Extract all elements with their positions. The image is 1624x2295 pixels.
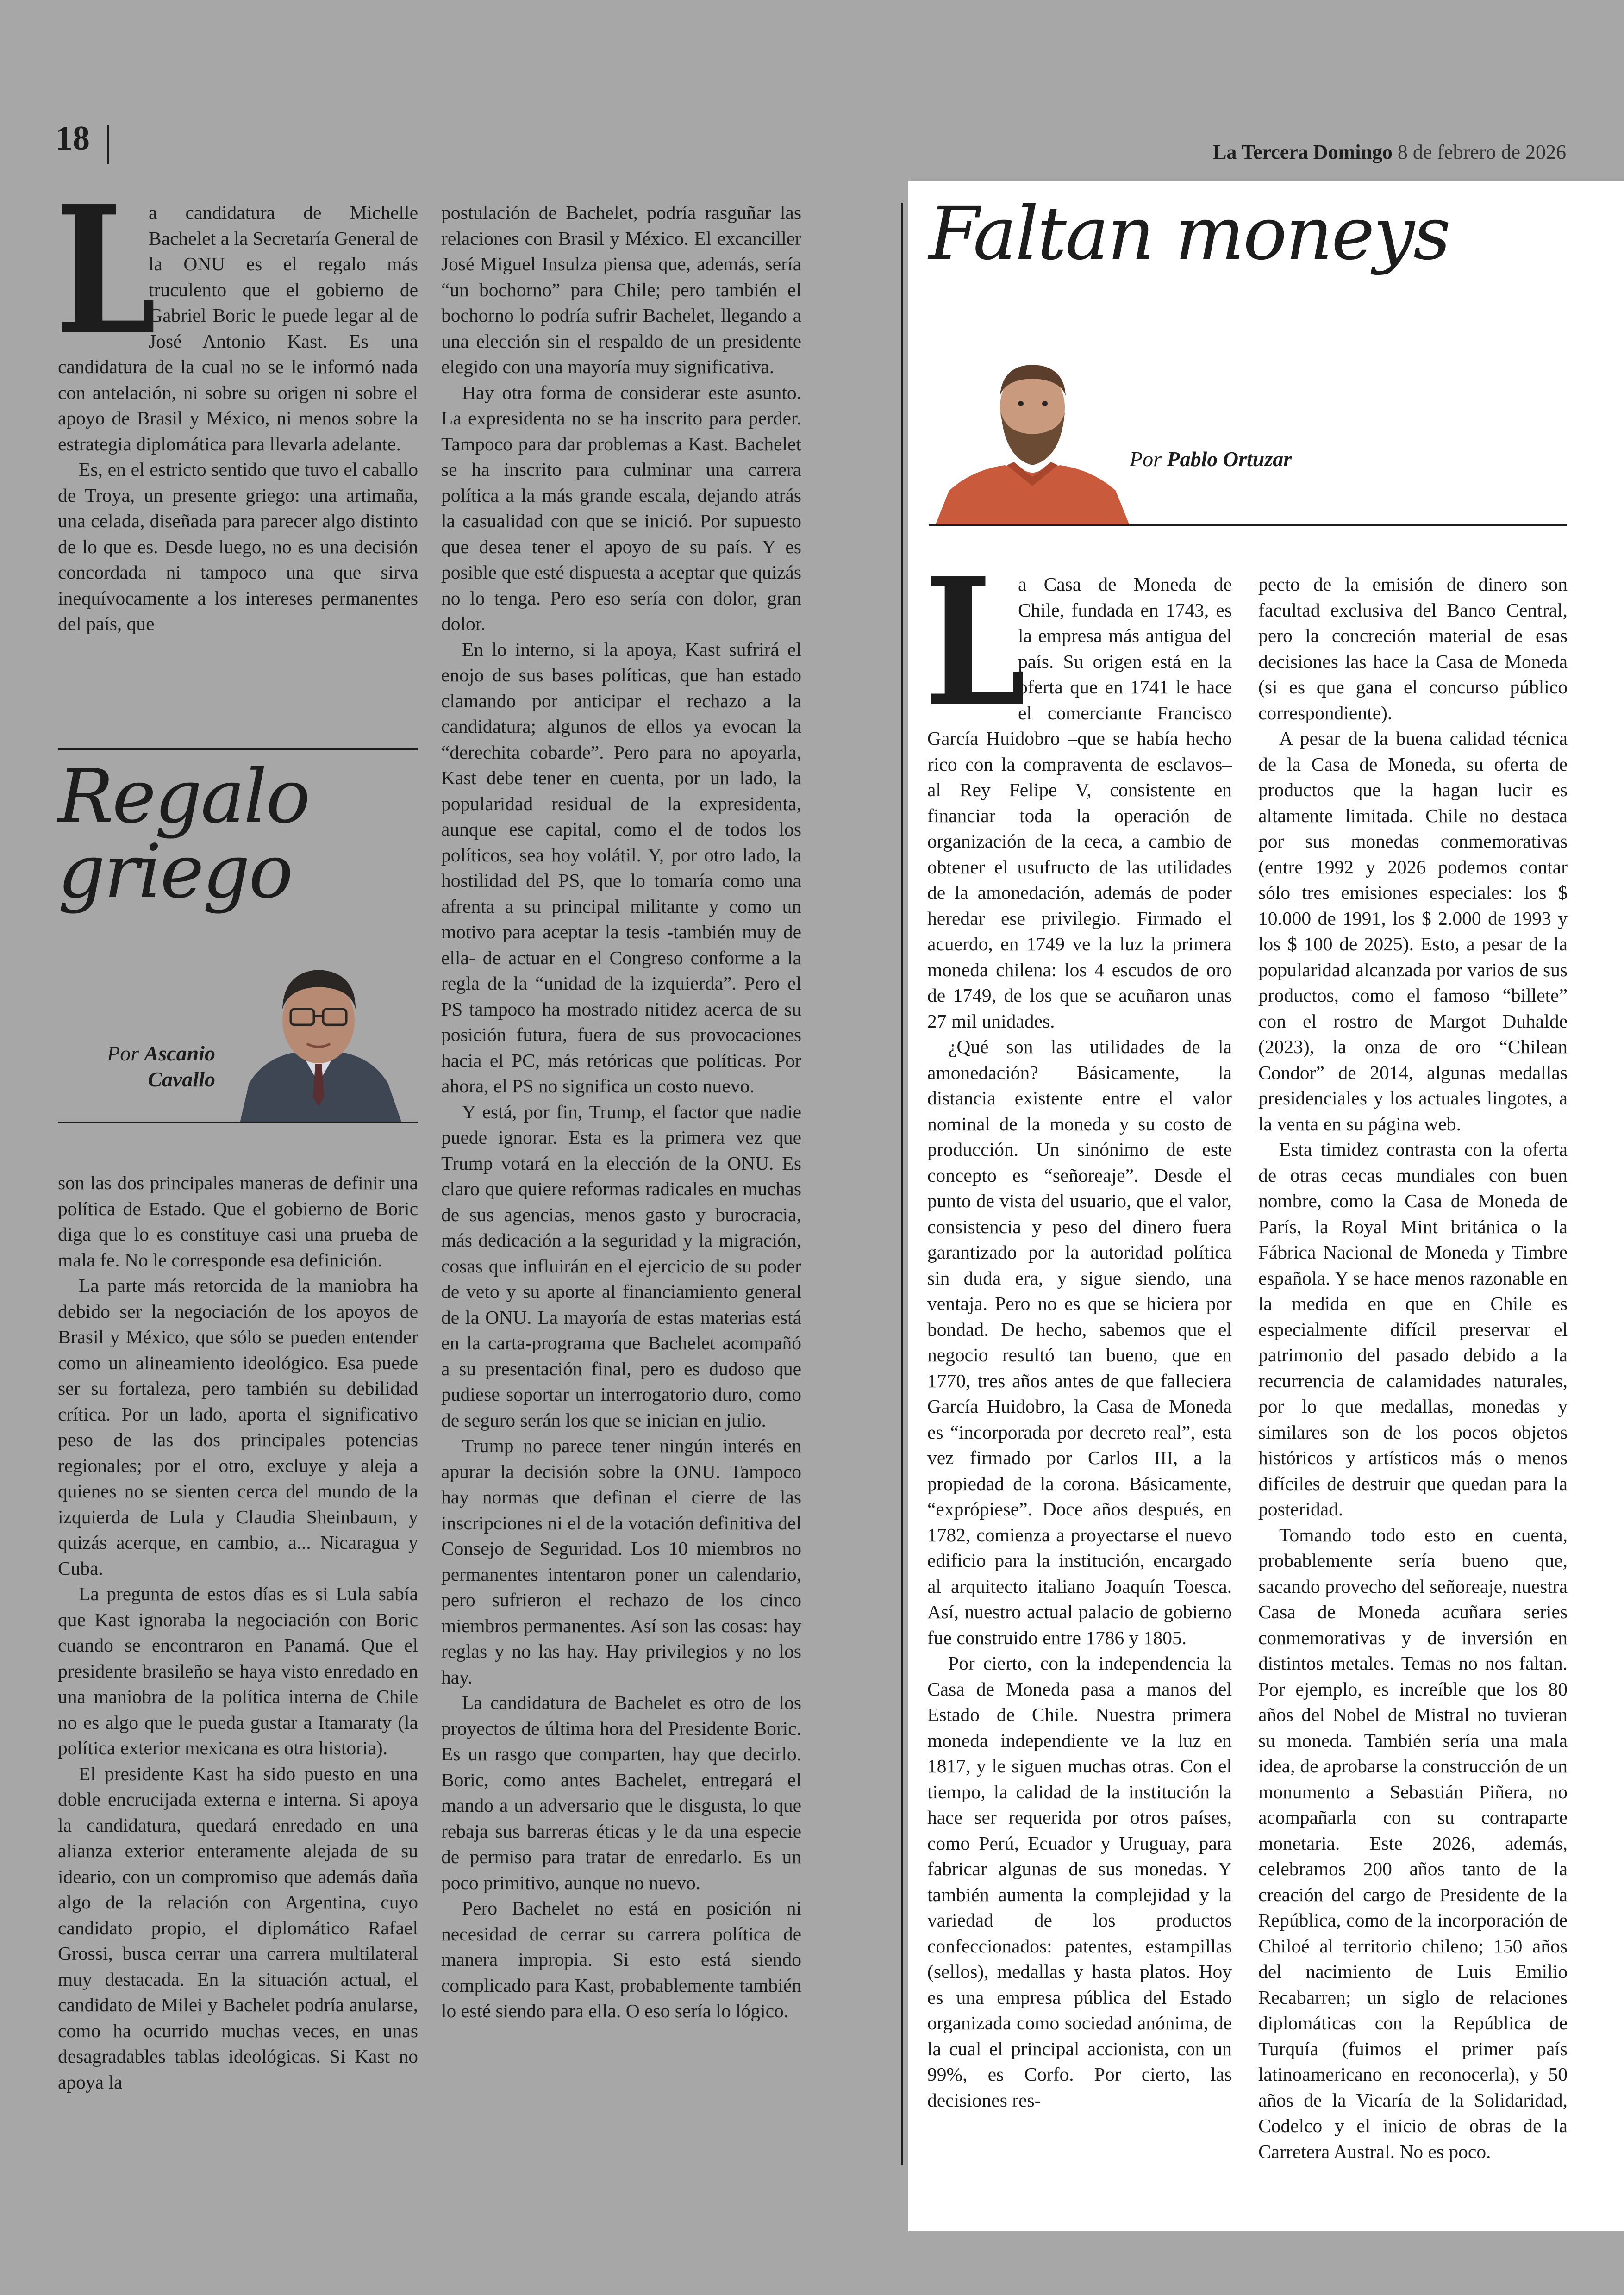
paragraph: Esta timidez contrasta con la oferta de otras cecas mundiales con buen nombre, como la Casa de Moneda de París, la Royal Mint británica o la Fábrica Nacional de Moneda y Timbre española. Y se hace menos razonable en la medida en que en Chile es especialmente difícil preservar el patrimonio del pasado debido a la recurrencia de calamidades naturales, por lo que medallas, monedas y similares son de los pocos objetos históricos y artísticos más o menos difíciles de destruir que quedan para la posteridad. [1258, 1139, 1568, 1520]
paragraph: Y está, por fin, Trump, el factor que nadie puede ignorar. Esta es la primera vez que Trump votará en la elección de la ONU. Es claro que quiere reformas radicales en muchas de sus agencias, menos gasto y burocracia, más dedicación a la seguridad y la migración, cosas que influirán en el ejercicio de su poder de veto y su aporte al financiamiento general de la ONU. La mayoría de estas materias está en la carta-programa que Bachelet acompañó a su presentación final, pero es dudoso que pudiese soportar un interrogatorio duro, como de seguro serán los que se inician en julio. [441, 1101, 801, 1431]
paragraph: Trump no parece tener ningún interés en apurar la decisión sobre la ONU. Tampoco hay normas que definan el cierre de las inscripciones ni el de la votación definitiva del Consejo de Seguridad. Los 10 miembros no permanentes intentaron poner un calendario, pero sufrieron el rechazo de los cinco miembros permanentes. Así son las cosas: hay reglas y no las hay. Hay privilegios y no los hay. [441, 1435, 801, 1688]
right-article-col2 [1258, 572, 1568, 2164]
byline-name: Ascanio [144, 1041, 215, 1065]
column-vertical-bar [901, 203, 903, 2165]
headline-rule-bottom [58, 1122, 418, 1123]
right-headline: Faltan moneys [929, 191, 1449, 276]
paragraph: El presidente Kast ha sido puesto en una doble encrucijada externa e interna. Si apoya la candidatura, quedará enredado en una alianza exterior enteramente alejada de su ideario, con un compromiso que además daña algo de la relación con Argentina, cuyo candidato propio, el diplomático Rafael Grossi, busca cerrar una carrera multilateral muy destacada. En la situación actual, el candidato de Milei y Bachelet podría anularse, como ha ocurrido muchas veces, en unas desagradables tablas ideológicas. Si Kast no apoya la [58, 1763, 418, 2093]
paragraph: L a candidatura de Michelle Bachelet a la Secretaría General de la ONU es el regalo más truculento que el gobierno de Gabriel Boric le puede legar al de José Antonio Kast. Es una candidatura de la cual no se le informó nada con antelación, ni sobre su origen ni sobre el apoyo de Brasil y México, ni menos sobre la estrategia diplomática para llevarla adelante. [55, 167, 418, 455]
paragraph: La pregunta de estos días es si Lula sabía que Kast ignoraba la negociación con Boric cuando se encontraron en Panamá. Que el presidente brasileño se haya visto enredado en una maniobra de la política interna de Chile no es algo que le pueda gustar a Itamaraty (la política exterior mexicana es otra historia). [58, 1583, 418, 1759]
paragraph: L a Casa de Moneda de Chile, fundada en 1743, es la empresa más antigua del país. Su origen está en la oferta que en 1741 le hace el comerciante Francisco García Huidobro –que se había hecho rico con la compraventa de esclavos– al Rey Felipe V, consistente en financiar toda la operación de organización de la ceca, a cambio de obtener el usufructo de las utilidades de la amonedación, además de poder heredar ese privilegio. Firmado el acuerdo, en 1749 ve la luz la primera moneda chilena: los 4 escudos de oro de 1749, de los que se acuñaron unas 27 mil unidades. [924, 539, 1232, 1032]
byline-right [1130, 447, 1292, 471]
left-article-col2 [441, 200, 801, 2024]
author-photo-left [221, 944, 412, 1123]
paragraph: Es, en el estricto sentido que tuvo el caballo de Troya, un presente griego: una artimaña, una celada, diseñada para parecer algo distinto de lo que es. Desde luego, no es una decisión concordada ni tampoco una que sirva inequívocamente a los intereses permanentes del país, que [58, 459, 418, 634]
headline-line: griego [58, 828, 292, 915]
paragraph: son las dos principales maneras de definir una política de Estado. Que el gobierno de Boric diga que lo es constituye casi una prueba de mala fe. No le corresponde esa definición. [58, 1172, 418, 1271]
right-article-col1 [924, 539, 1232, 2113]
paragraph: En lo interno, si la apoya, Kast sufrirá el enojo de sus bases políticas, que han estado clamando por anticipar el rechazo a la candidatura; algunos de ellos ya evocan la “derechita cobarde”. Pero para no apoyarla, Kast debe tener en cuenta, por un lado, la popularidad residual de la expresidenta, aunque ese capital, como el de todos los políticos, sea hoy volátil. Y, por otro lado, la hostilidad del PS, que lo tomaría como una afrenta a su principal militante y como un motivo para aceptar la tesis -también muy de ella- de actuar en el Congreso conforme a la regla de la “unidad de la izquierda”. Pero el PS tampoco ha mostrado nitidez acerca de su posición futura, fuera de sus provocaciones hacia el PC, más retóricas que políticas. Por ahora, el PS no significa un costo nuevo. [441, 638, 801, 1097]
paragraph: postulación de Bachelet, podría rasguñar las relaciones con Brasil y México. El excanciller José Miguel Insulza piensa que, además, sería “un bochorno” para Chile; pero también el bochorno lo podría sufrir Bachelet, llegando a una elección sin el respaldo de un presidente elegido con una mayoría muy significativa. [441, 202, 801, 377]
paragraph: La parte más retorcida de la maniobra ha debido ser la negociación de los apoyos de Brasil y México, que sólo se pueden entender como un alineamiento ideológico. Esa puede ser su fortaleza, pero también su debilidad crítica. Por un lado, aporta el significativo peso de las dos principales potencias regionales; por el otro, excluye y aleja a quienes no se sienten cerca del mundo de la izquierda de Lula y Claudia Sheinbaum, y quizás acerque, en cambio, a... Nicaragua y Cuba. [58, 1275, 418, 1579]
page-number-divider [107, 125, 109, 164]
issue-date: 8 de febrero de 2026 [1397, 141, 1566, 163]
drop-cap: L [924, 539, 1026, 746]
page-number: 18 [56, 119, 90, 157]
byline-prefix: Por [107, 1041, 139, 1065]
byline-name: Cavallo [148, 1067, 215, 1091]
headline-line: Regalo [58, 753, 309, 840]
left-article-col1-top [55, 167, 418, 637]
byline-name: Pablo Ortuzar [1167, 447, 1292, 471]
paragraph: La candidatura de Bachelet es otro de los proyectos de última hora del Presidente Boric. Es un rasgo que comparten, hay que decirlo. Boric, como antes Bachelet, entregará el mando a un adversario que le disgusta, lo que rebaja sus barreras éticas y le da una especie de permiso para tratar de enredarlo. Es un poco primitivo, aunque no nuevo. [441, 1692, 801, 1893]
byline-left [93, 1041, 215, 1092]
paragraph: pecto de la emisión de dinero son facultad exclusiva del Banco Central, pero la concreción material de esas decisiones las hace la Casa de Moneda (si es que gana el concurso público correspondiente). [1258, 574, 1568, 723]
masthead [1213, 140, 1566, 164]
paragraph: Por cierto, con la independencia la Casa de Moneda pasa a manos del Estado de Chile. Nuestra primera moneda independiente ve la luz en 1817, y le siguen muchas otras. Con el tiempo, la calidad de la institución la hace ser requerida por otros países, como Perú, Ecuador y Uruguay, para fabricar algunas de sus monedas. Y también aumenta la complejidad y la variedad de los productos confeccionados: patentes, estampillas (sellos), medallas y hasta platos. Hoy es una empresa pública del Estado organizada como sociedad anónima, de la cual el principal accionista, con un 99%, es Corfo. Por cierto, las decisiones res- [927, 1653, 1232, 2111]
left-article-col1-bottom [58, 1170, 418, 2095]
author-photo-right [931, 352, 1134, 525]
paragraph: A pesar de la buena calidad técnica de la Casa de Moneda, su oferta de productos que la hagan lucir es altamente limitada. Chile no destaca por sus monedas conmemorativas (entre 1992 y 2026 podemos contar sólo tres emisiones especiales: los $ 10.000 de 1991, los $ 2.000 de 1993 y los $ 100 de 2025). Esto, a pesar de la popularidad alcanzada por varios de sus productos, como el famoso “billete” con el rostro de Margot Duhalde (2023), la onza de oro “Chilean Condor” de 2014, algunas medallas presidenciales y los actuales lingotes, a la venta en su página web. [1258, 728, 1568, 1135]
paragraph: Hay otra forma de considerar este asunto. La expresidenta no se ha inscrito para perder. Tampoco para dar problemas a Kast. Bachelet se ha inscrito para culminar una carrera política a la más grande escala, dejando atrás la casualidad con que se inició. Por supuesto que desea tener el apoyo de su país. Y es posible que esté dispuesta a aceptar que quizás no lo tenga. Pero eso sería con dolor, gran dolor. [441, 381, 801, 634]
photo-shirt [935, 465, 1130, 525]
paper-name: La Tercera Domingo [1213, 141, 1393, 163]
byline-prefix: Por [1130, 447, 1162, 471]
paragraph: ¿Qué son las utilidades de la amonedación? Básicamente, la distancia existente entre el valor nominal de la moneda y su costo de producción. Un sinónimo de este concepto es “señoreaje”. Desde el punto de vista del usuario, que el valor, consistencia y peso del dinero fuera garantizado por la autoridad política sin duda era, y sigue siendo, una ventaja. Pero no es que se hiciera por bondad. De hecho, sabemos que el negocio resultó tan bueno, que en 1770, tres años antes de que falleciera García Huidobro, la Casa de Moneda es “incorporada por decreto real”, esta vez firmado por Carlos III, a la propiedad de la corona. Básicamente, “exprópiese”. Doce años después, en 1782, comienza a proyectarse el nuevo edificio para la institución, encargado al arquitecto italiano Joaquín Toesca. Así, nuestro actual palacio de gobierno fue construido entre 1786 y 1805. [927, 1036, 1232, 1648]
drop-cap: L [55, 167, 157, 374]
headline-rule-top [58, 748, 418, 750]
byline-rule [929, 524, 1567, 526]
paragraph: Pero Bachelet no está en posición ni necesidad de cerrar su carrera política de manera impropia. Si esto está siendo complicado para Kast, probablemente también lo esté siendo para ella. O eso sería lo lógico. [441, 1897, 801, 2021]
left-headline [58, 753, 418, 915]
paragraph: Tomando todo esto en cuenta, probablemente sería bueno que, sacando provecho del señoreaje, nuestra Casa de Moneda acuñara series conmemorativas y de inversión en distintos metales. Temas no nos faltan. Por ejemplo, es increíble que los 80 años del Nobel de Mistral no tuvieran su moneda. También sería una mala idea, de aprobarse la construcción de un monumento a Sebastián Piñera, no acompañarla con su contraparte monetaria. Este 2026, además, celebramos 200 años tanto de la creación del cargo de Presidente de la República, como de la incorporación de Chiloé al territorio chileno; 150 años del nacimiento de Luis Emilio Recabarren; un siglo de relaciones diplomáticas con la República de Turquía (fuimos el primer país latinoamericano en reconocerla), y 50 años de la Vicaría de la Solidaridad, Codelco y el inicio de obras de la Carretera Austral. No es poco. [1258, 1524, 1568, 2162]
